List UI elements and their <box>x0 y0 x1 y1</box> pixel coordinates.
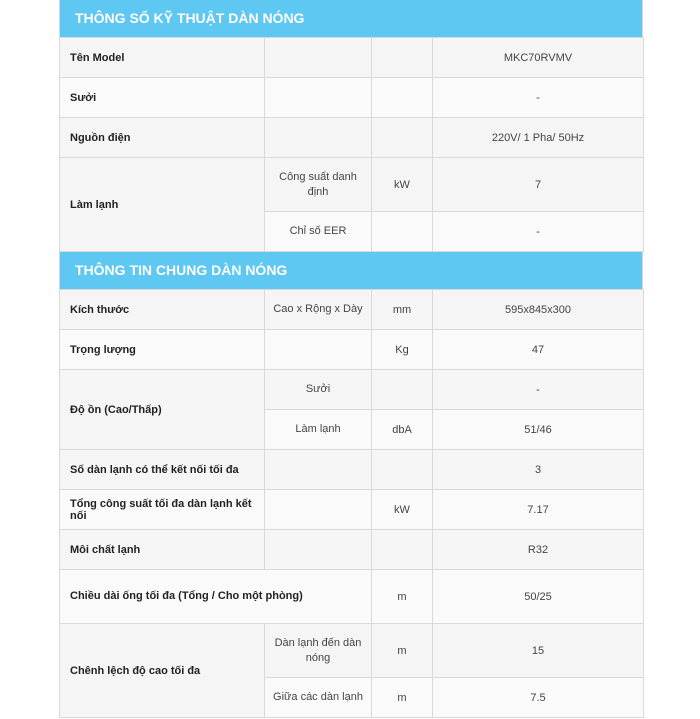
row-unit: kW <box>372 158 433 212</box>
row-sub: Làm lạnh <box>265 410 372 450</box>
table-row <box>60 38 644 78</box>
row-sub-empty <box>265 118 372 158</box>
row-unit: m <box>372 570 433 624</box>
row-label: Độ ồn (Cao/Thấp) <box>60 370 265 450</box>
row-label: Chênh lệch độ cao tối đa <box>60 624 265 718</box>
row-label: Tổng công suất tối đa dàn lạnh kết nối <box>60 490 265 530</box>
table-row <box>60 530 644 570</box>
row-sub-empty <box>265 78 372 118</box>
table-row <box>60 570 644 624</box>
row-value: MKC70RVMV <box>433 38 644 78</box>
row-label: Nguồn điện <box>60 118 265 158</box>
outdoor-general-table <box>59 289 644 718</box>
row-value: 15 <box>433 624 644 678</box>
row-sub: Giữa các dàn lạnh <box>265 678 372 718</box>
row-sub: Công suất danh định <box>265 158 372 212</box>
row-unit <box>372 212 433 252</box>
row-unit-empty <box>372 38 433 78</box>
spec-container <box>59 0 643 718</box>
row-unit-empty <box>372 78 433 118</box>
row-sub: Sưởi <box>265 370 372 410</box>
section-header-outdoor-specs: THÔNG SỐ KỸ THUẬT DÀN NÓNG <box>59 0 643 37</box>
row-label: Làm lạnh <box>60 158 265 252</box>
row-label: Môi chất lạnh <box>60 530 265 570</box>
row-value: R32 <box>433 530 644 570</box>
row-sub-empty <box>265 38 372 78</box>
row-value: 50/25 <box>433 570 644 624</box>
table-row <box>60 78 644 118</box>
row-label: Trọng lượng <box>60 330 265 370</box>
table-row <box>60 158 644 212</box>
row-unit: m <box>372 678 433 718</box>
table-row <box>60 624 644 678</box>
row-value: 595x845x300 <box>433 290 644 330</box>
row-unit: Kg <box>372 330 433 370</box>
row-unit: dbA <box>372 410 433 450</box>
row-sub: Chỉ số EER <box>265 212 372 252</box>
row-value: 3 <box>433 450 644 490</box>
section-header-outdoor-general: THÔNG TIN CHUNG DÀN NÓNG <box>59 252 643 289</box>
row-unit: kW <box>372 490 433 530</box>
row-value: 47 <box>433 330 644 370</box>
row-unit-empty <box>372 530 433 570</box>
row-sub-empty <box>265 450 372 490</box>
row-value: - <box>433 78 644 118</box>
row-label: Chiều dài ống tối đa (Tổng / Cho một phòng) <box>60 570 372 624</box>
row-unit-empty <box>372 450 433 490</box>
row-value: - <box>433 212 644 252</box>
row-value: - <box>433 370 644 410</box>
table-row <box>60 490 644 530</box>
outdoor-specs-table <box>59 37 644 252</box>
row-unit-empty <box>372 118 433 158</box>
row-label: Kích thước <box>60 290 265 330</box>
row-value: 220V/ 1 Pha/ 50Hz <box>433 118 644 158</box>
row-value: 7.17 <box>433 490 644 530</box>
row-sub: Dàn lạnh đến dàn nóng <box>265 624 372 678</box>
row-value: 7 <box>433 158 644 212</box>
row-sub-empty <box>265 330 372 370</box>
row-label: Sưởi <box>60 78 265 118</box>
row-label: Số dàn lạnh có thể kết nối tối đa <box>60 450 265 490</box>
row-unit: m <box>372 624 433 678</box>
row-sub-empty <box>265 530 372 570</box>
row-value: 7.5 <box>433 678 644 718</box>
table-row <box>60 118 644 158</box>
table-row <box>60 370 644 410</box>
table-row <box>60 290 644 330</box>
row-value: 51/46 <box>433 410 644 450</box>
row-label: Tên Model <box>60 38 265 78</box>
table-row <box>60 330 644 370</box>
row-sub: Cao x Rộng x Dày <box>265 290 372 330</box>
row-unit: mm <box>372 290 433 330</box>
table-row <box>60 450 644 490</box>
row-unit <box>372 370 433 410</box>
row-sub-empty <box>265 490 372 530</box>
